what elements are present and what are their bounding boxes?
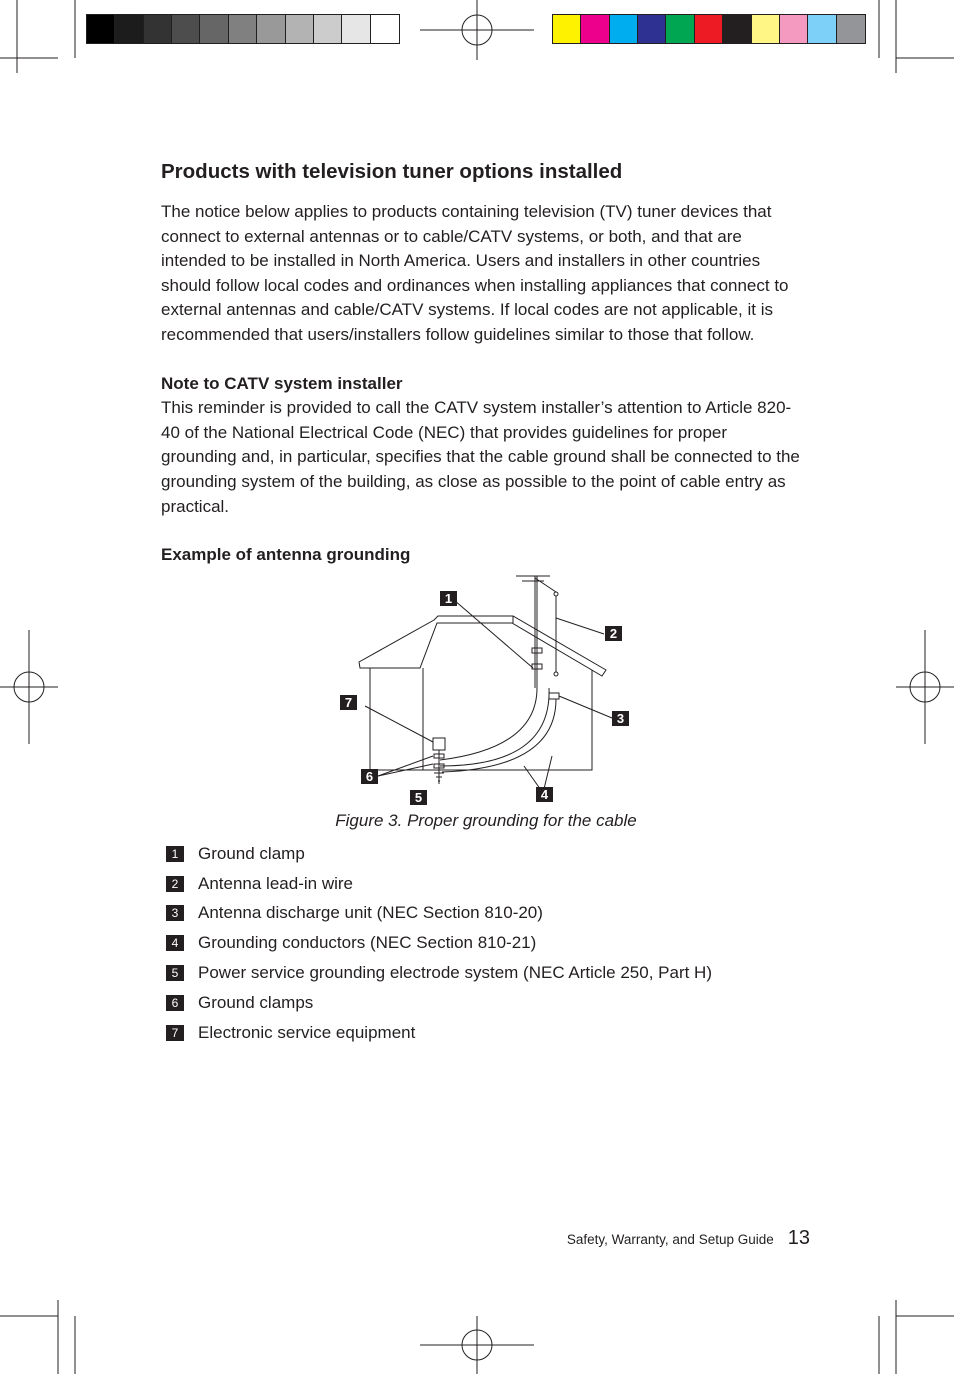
legend-item	[166, 1018, 712, 1048]
legend-item	[166, 928, 712, 958]
legend-text: Power service grounding electrode system (NEC Article 250, Part H)	[198, 963, 712, 983]
svg-text:3: 3	[616, 711, 625, 726]
antenna-grounding-diagram	[330, 568, 625, 808]
callout-1	[440, 591, 457, 606]
svg-text:5: 5	[414, 790, 423, 805]
svg-text:2: 2	[609, 626, 618, 641]
legend-item	[166, 988, 712, 1018]
callout-4	[536, 787, 553, 802]
example-title: Example of antenna grounding	[161, 545, 411, 565]
figure-legend	[166, 839, 712, 1048]
callout-7	[340, 695, 357, 710]
legend-text: Antenna discharge unit (NEC Section 810-20)	[198, 903, 543, 923]
legend-number: 7	[166, 1025, 184, 1041]
note-paragraph: This reminder is provided to call the CATV system installer’s attention to Article 820-40 of the National Electrical Code (NEC) that provides guidelines for proper grounding and, in particular, specifies that the cable ground shall be connected to the grounding system of the building, as close as possible to the point of cable entry as practical.	[161, 398, 800, 516]
figure-caption: Figure 3. Proper grounding for the cable	[335, 811, 637, 830]
callout-3	[612, 711, 629, 726]
legend-text: Ground clamp	[198, 843, 305, 863]
callout-6	[361, 769, 378, 784]
legend-text: Antenna lead-in wire	[198, 873, 353, 893]
legend-number: 3	[166, 905, 184, 921]
legend-item	[166, 839, 712, 869]
legend-item	[166, 958, 712, 988]
legend-text: Electronic service equipment	[198, 1022, 416, 1042]
svg-text:6: 6	[365, 769, 374, 784]
footer-title: Safety, Warranty, and Setup Guide	[566, 1232, 774, 1247]
legend-item	[166, 899, 712, 929]
intro-paragraph: The notice below applies to products containing television (TV) tuner devices that connect to external antennas or to cable/CATV systems, or both, and that are intended to be installed in North America. Users and installers in other countries should follow local codes and ordinances when installing appliances that connect to external antennas and cable/CATV systems. If local codes are not applicable, it is recommended that users/installers follow guidelines similar to those that follow.	[161, 202, 789, 344]
callout-2	[605, 626, 622, 641]
callout-5	[410, 790, 427, 805]
svg-text:4: 4	[540, 787, 549, 802]
legend-number: 5	[166, 965, 184, 981]
note-title: Note to CATV system installer	[161, 373, 403, 393]
legend-text: Ground clamps	[198, 992, 314, 1012]
legend-number: 6	[166, 995, 184, 1011]
legend-text: Grounding conductors (NEC Section 810-21)	[198, 933, 537, 953]
page-footer	[520, 1227, 810, 1250]
section-heading: Products with television tuner options installed	[161, 160, 623, 183]
page-content	[161, 158, 801, 568]
legend-number: 1	[166, 846, 184, 862]
page-number: 13	[787, 1227, 810, 1249]
legend-item	[166, 869, 712, 899]
svg-text:1: 1	[444, 591, 453, 606]
svg-text:7: 7	[344, 695, 353, 710]
legend-number: 4	[166, 935, 184, 951]
legend-number: 2	[166, 876, 184, 892]
